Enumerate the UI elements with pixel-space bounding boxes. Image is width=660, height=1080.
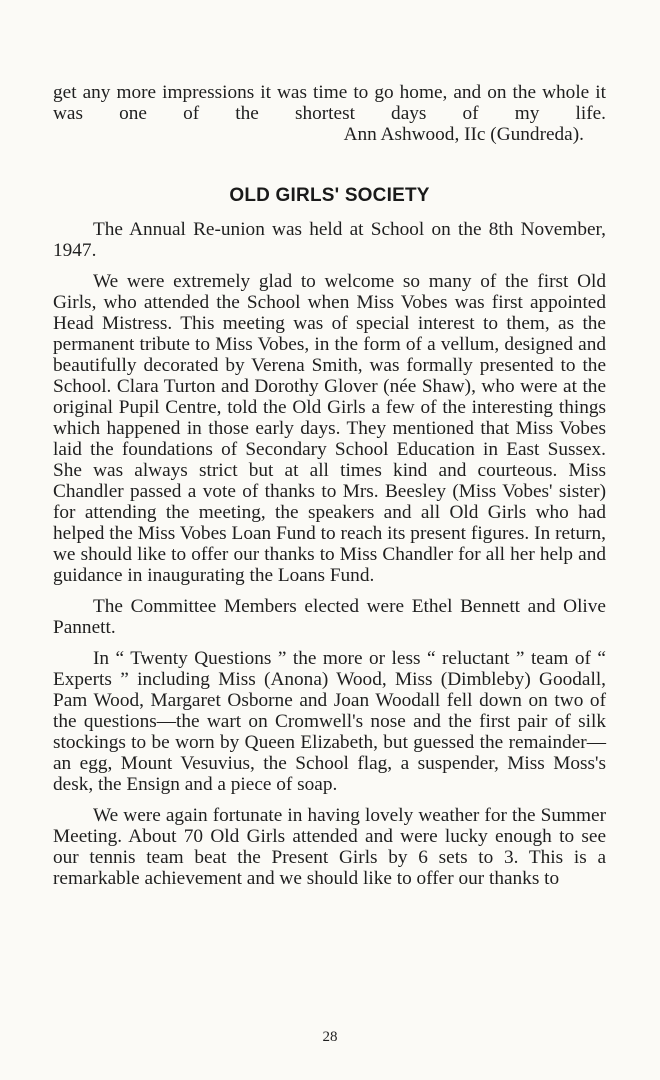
paragraph-reunion: The Annual Re-union was held at School on the 8th November, 1947.	[53, 219, 606, 261]
section-heading: OLD GIRLS' SOCIETY	[229, 185, 430, 206]
paragraph-twenty-questions: In “ Twenty Questions ” the more or less “ reluctant ” team of “ Experts ” including Miss (Anona) Wood, Miss (Dimbleby) Goodall, Pam Wood, Margaret Osborne and Joan Woodall fell down on two of the questions—the wart on Cromwell's nose and the first pair of silk stockings to be worn by Queen Elizabeth, but guessed the remainder—an egg, Mount Vesuvius, the School flag, a suspender, Miss Moss's desk, the Ensign and a piece of soap.	[53, 648, 606, 795]
previous-section-text: get any more impressions it was time to go home, and on the whole it was one of the shortest days of my life.	[53, 82, 606, 124]
paragraph-old-girls: We were extremely glad to welcome so many of the first Old Girls, who attended the School when Miss Vobes was first appointed Head Mistress. This meeting was of special interest to them, as the permanent tribute to Miss Vobes, in the form of a vellum, designed and beautifully decorated by Verena Smith, was formally presented to the School. Clara Turton and Dorothy Glover (née Shaw), who were at the original Pupil Centre, told the Old Girls a few of the interesting things which happened in those early days. They mentioned that Miss Vobes laid the foundations of Secondary School Education in East Sussex. She was always strict but at all times kind and courteous. Miss Chandler passed a vote of thanks to Mrs. Beesley (Miss Vobes' sister) for attending the meeting, the speakers and all Old Girls who had helped the Miss Vobes Loan Fund to reach its present figures. In return, we should like to offer our thanks to Miss Chandler for all her help and guidance in inaugurating the Loans Fund.	[53, 271, 606, 586]
author-signature: Ann Ashwood, IIc (Gundreda).	[343, 124, 584, 145]
paragraph-summer-meeting: We were again fortunate in having lovely weather for the Summer Meeting. About 70 Old Girls attended and were lucky enough to see our tennis team beat the Present Girls by 6 sets to 3. This is a remarkable achievement and we should like to offer our thanks to	[53, 805, 606, 889]
page-content	[53, 82, 606, 899]
page-number: 28	[322, 1029, 338, 1045]
paragraph-committee: The Committee Members elected were Ethel Bennett and Olive Pannett.	[53, 596, 606, 638]
